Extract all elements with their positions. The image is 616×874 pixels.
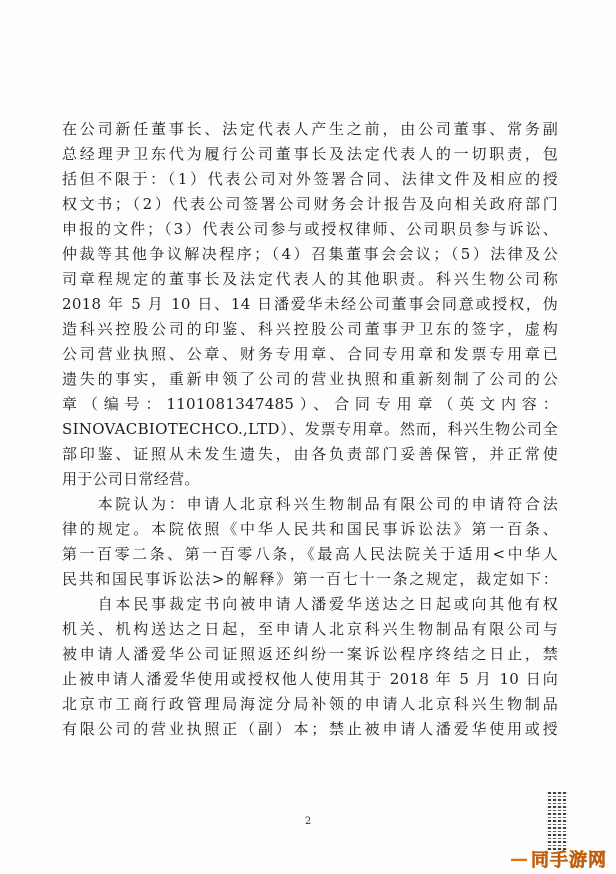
text-line: 司章程规定的董事长及法定代表人的其他职责。科兴生物公司称 [62,270,558,288]
text-line: 2018 年 5 月 10 日、14 日潘爱华未经公司董事会同意或授权，伪 [62,295,558,313]
text-line: 遗失的事实，重新申领了公司的营业执照和重新刻制了公司的公 [62,370,558,388]
text-line: 律的规定。本院依照《中华人民共和国民事诉讼法》第一百条、 [62,520,558,538]
watermark-dash: — [510,848,529,870]
text-line: 括但不限于：（1）代表公司对外签署合同、法律文件及相应的授 [62,170,558,188]
text-line: 在公司新任董事长、法定代表人产生之前，由公司董事、常务副 [62,120,558,138]
text-line: 本院认为：申请人北京科兴生物制品有限公司的申请符合法 [62,495,558,513]
text-line: 用于公司日常经营。 [62,470,200,488]
page-number: 2 [304,816,312,827]
text-line: 部印鉴、证照从未发生遗失，由各负责部门妥善保管，并正常使 [62,445,558,463]
qr-code-icon [546,792,568,850]
text-line: 公司营业执照、公章、财务专用章、合同专用章和发票专用章已 [62,345,558,363]
text-line: 有限公司的营业执照正（副）本；禁止被申请人潘爱华使用或授 [62,720,558,738]
text-line: 机关、机构送达之日起，至申请人北京科兴生物制品有限公司与 [62,620,558,638]
watermark-text: 同手游网 [531,850,607,871]
text-line: 申报的文件；（3）代表公司参与或授权律师、公司职员参与诉讼、 [62,220,558,238]
text-line: 总经理尹卫东代为履行公司董事长及法定代表人的一切职责，包 [62,145,558,163]
text-line: 仲裁等其他争议解决程序；（4）召集董事会会议；（5）法律及公 [62,245,558,263]
document-body [62,117,558,742]
text-line: 第一百零二条、第一百零八条，《最高人民法院关于适用<中华人 [62,545,558,563]
text-line: 北京市工商行政管理局海淀分局补领的申请人北京科兴生物制品 [62,695,558,713]
text-line: 章（编号：1101081347485）、合同专用章（英文内容： [62,395,558,413]
text-line: 权文书；（2）代表公司签署公司财务会计报告及向相关政府部门 [62,195,558,213]
text-line: SINOVACBIOTECHCO.,LTD）、发票专用章。然而，科兴生物公司全 [62,420,558,438]
text-line: 止被申请人潘爱华使用或授权他人使用其于 2018 年 5 月 10 日向 [62,670,558,688]
text-line: 自本民事裁定书向被申请人潘爱华送达之日起或向其他有权 [62,595,558,613]
site-watermark [510,846,614,872]
text-line: 造科兴控股公司的印鉴、科兴控股公司董事尹卫东的签字，虚构 [62,320,558,338]
text-line: 被申请人潘爱华公司证照返还纠纷一案诉讼程序终结之日止，禁 [62,645,558,663]
text-line: 民共和国民事诉讼法>的解释》第一百七十一条之规定，裁定如下： [62,570,558,588]
